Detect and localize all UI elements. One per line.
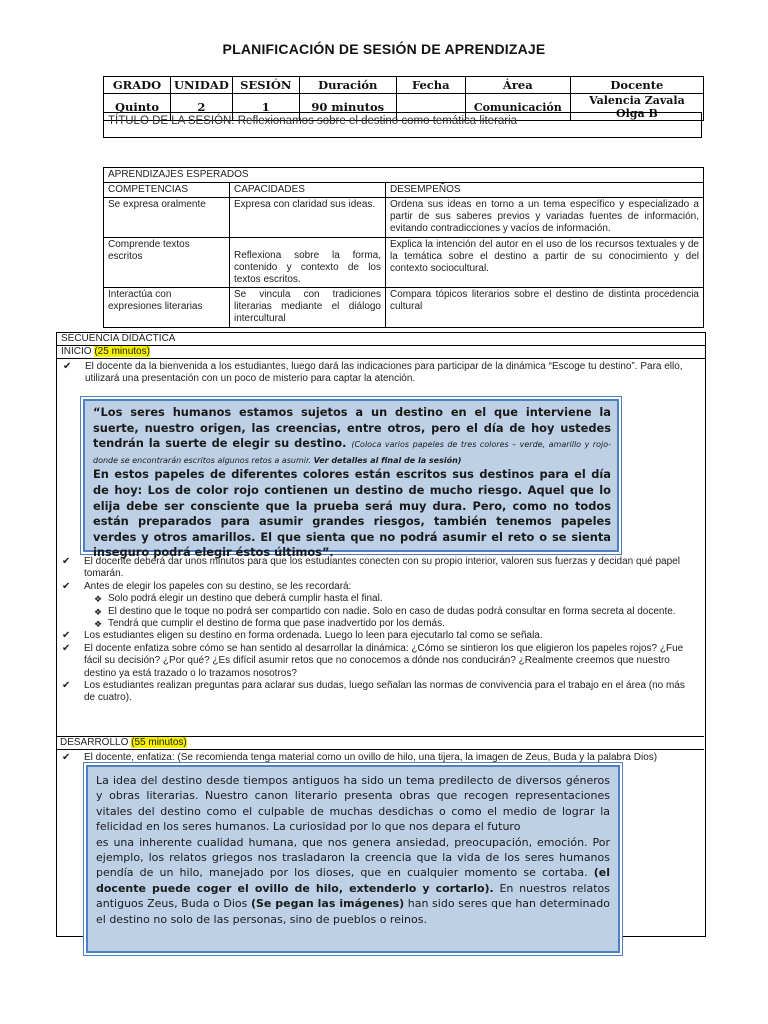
box1-note-bold: Ver detalles al final de la sesión) bbox=[313, 455, 462, 465]
capacidad-cell: Se vincula con tradiciones literarias mediante el diálogo intercultural bbox=[230, 288, 386, 328]
inicio-label: INICIO bbox=[61, 346, 92, 357]
diamond-bullet-icon: ❖ bbox=[94, 619, 103, 630]
col-competencias: COMPETENCIAS bbox=[104, 183, 230, 198]
col-capacidades: CAPACIDADES bbox=[230, 183, 386, 198]
page-title: PLANIFICACIÓN DE SESIÓN DE APRENDIZAJE bbox=[222, 41, 546, 57]
destino-quote-box bbox=[83, 399, 619, 560]
sub-item-text: Tendrá que cumplir el destino de forma que pase inadvertido por los demás. bbox=[108, 618, 445, 630]
header-grado: GRADO bbox=[104, 77, 171, 94]
aprendizajes-columns bbox=[104, 183, 704, 198]
value-grado: Quinto bbox=[104, 94, 171, 121]
table-row bbox=[104, 288, 704, 328]
value-unidad: 2 bbox=[171, 94, 233, 121]
inicio-step-text: Los estudiantes realizan preguntas para aclarar sus dudas, luego señalan las normas de convivencia para el trabajo en el área (no más de cuatro). bbox=[84, 680, 685, 704]
value-sesion: 1 bbox=[232, 94, 299, 121]
aprendizajes-table bbox=[103, 167, 704, 328]
sub-item-text: El destino que le toque no podrá ser compartido con nadie. Solo en caso de dudas podrá consultar en forma secreta al docente. bbox=[108, 605, 676, 617]
competencia-cell: Comprende textos escritos bbox=[104, 238, 230, 288]
inicio-steps bbox=[56, 556, 704, 705]
session-title: Reflexionamos sobre el destino como temática literaria bbox=[237, 115, 518, 127]
competencia-cell: Interactúa con expresiones literarias bbox=[104, 288, 230, 328]
competencia-cell: Se expresa oralmente bbox=[104, 198, 230, 238]
header-duracion: Duración bbox=[299, 77, 396, 94]
check-icon: ✔ bbox=[62, 556, 71, 567]
capacidad-cell: Reflexiona sobre la forma, contenido y contexto de los textos escritos. bbox=[230, 238, 386, 288]
box2-bold-1: (el docente puede coger el ovillo de hilo, extenderlo y cortarlo). bbox=[96, 866, 610, 895]
info-header-row bbox=[104, 77, 704, 94]
aprendizajes-heading: APRENDIZAJES ESPERADOS bbox=[104, 168, 704, 183]
list-item bbox=[56, 752, 704, 764]
col-desempenos: DESEMPEÑOS bbox=[386, 183, 704, 198]
check-icon: ✔ bbox=[63, 361, 72, 372]
header-docente: Docente bbox=[570, 77, 703, 94]
value-docente: Valencia Zavala Olga B bbox=[570, 94, 703, 121]
table-row bbox=[104, 198, 704, 238]
list-item bbox=[56, 581, 704, 593]
check-icon: ✔ bbox=[62, 752, 71, 763]
desarrollo-intro-text: El docente, enfatiza: (Se recomienda tenga material como un ovillo de hilo, una tijera, la imagen de Zeus, Buda y la palabra Dios) bbox=[84, 752, 658, 763]
box2-text-2: En nuestros relatos antiguos Zeus, Buda o Dios bbox=[96, 881, 611, 911]
list-item bbox=[57, 361, 705, 386]
list-item bbox=[56, 630, 704, 642]
box2-text-3: han sido seres que han determinado el destino no solo de las personas, sino de pueblos o reinos. bbox=[96, 897, 610, 926]
capacidad-cell: Expresa con claridad sus ideas. bbox=[230, 198, 386, 238]
check-icon: ✔ bbox=[62, 642, 71, 654]
inicio-row bbox=[57, 346, 705, 359]
list-item bbox=[56, 680, 704, 705]
desempeno-cell: Ordena sus ideas en torno a un tema específico y especializado a partir de sus saberes previos y variadas fuentes de información, evitando contradicciones y vacíos de información. bbox=[386, 198, 704, 238]
desempeno-cell: Explica la intención del autor en el uso de los recursos textuales y de la temática sobre el destino a partir de su conocimiento y del contexto sociocultural. bbox=[386, 238, 704, 288]
inicio-step-text: El docente enfatiza sobre cómo se han sentido al desarrollar la dinámica: ¿Cómo se sintieron los que eligieron los papeles rojos? ¿Fue fácil su decisión? ¿Por qué? ¿Es difícil asumir retos que no conocemos a dónde nos conducirán? ¿Realmente creemos que nuestro destino ya está trazado o lo trazamos nosotros? bbox=[84, 642, 684, 679]
value-area: Comunicación bbox=[465, 94, 570, 121]
inicio-step-text: Los estudiantes eligen su destino en forma ordenada. Luego lo leen para ejecutarlo tal como se señala. bbox=[84, 630, 543, 642]
box2-paragraph-1: La idea del destino desde tiempos antiguos ha sido un tema predilecto de diversos géneros y obras literarias. Nuestro canon literario presenta obras que recogen representaciones vitales del destino como el culpable de muchas desdichas o como el medio de lograr la felicidad en los seres humanos. La curiosidad por lo que nos depara el futuro bbox=[96, 774, 610, 834]
table-row bbox=[104, 238, 704, 288]
sub-list-item bbox=[56, 593, 704, 605]
diamond-bullet-icon: ❖ bbox=[94, 594, 103, 605]
sub-item-text: Solo podrá elegir un destino que deberá cumplir hasta el final. bbox=[108, 593, 383, 605]
check-icon: ✔ bbox=[62, 630, 71, 642]
session-title-box bbox=[103, 112, 702, 138]
diamond-bullet-icon: ❖ bbox=[94, 606, 103, 617]
desarrollo-row bbox=[56, 736, 704, 750]
desempeno-cell: Compara tópicos literarios sobre el destino de distinta procedencia cultural bbox=[386, 288, 704, 328]
desarrollo-section bbox=[56, 736, 704, 764]
header-sesion: SESIÓN bbox=[232, 77, 299, 94]
sub-list-item bbox=[56, 618, 704, 630]
desarrollo-time: (55 minutos) bbox=[131, 737, 187, 748]
check-icon: ✔ bbox=[62, 580, 71, 592]
session-title-label: TÍTULO DE LA SESIÓN: bbox=[108, 115, 235, 127]
sub-list-item bbox=[56, 606, 704, 618]
box2-paragraph-2 bbox=[96, 835, 610, 927]
box1-note-text: (Coloca varios papeles de tres colores – verde, amarillo y rojo- donde se encontrarán escritos algunos retos a asumir. bbox=[93, 440, 611, 465]
inicio-step-text: El docente deberá dar unos minutos para que los estudiantes conecten con su propio interior, valoren sus fuerzas y decidan qué papel tomarán. bbox=[84, 556, 680, 580]
list-item bbox=[56, 643, 704, 680]
check-icon: ✔ bbox=[62, 680, 71, 692]
list-item bbox=[56, 556, 704, 581]
secuencia-heading: SECUENCIA DIDÁCTICA bbox=[57, 333, 705, 346]
inicio-time: (25 minutos) bbox=[94, 346, 150, 357]
header-fecha: Fecha bbox=[396, 77, 465, 94]
box1-paragraph-1: “Los seres humanos estamos sujetos a un destino en el que interviene la suerte, nuestro origen, las creencias, entre otros, pero el día de hoy ustedes tendrán la suerte de elegir su destino. bbox=[93, 405, 611, 451]
header-unidad: UNIDAD bbox=[171, 77, 233, 94]
box1-paragraph-2: En estos papeles de diferentes colores están escritos sus destinos para el día de hoy: Los de color rojo contienen un destino de mucho riesgo. Aquel que lo elija debe ser consciente que la prueba será muy dura. Pero, como no todos están preparados para asumir grandes riesgos, también tenemos papeles verdes y otros amarillos. El que sienta que no podrá asumir el reto o se sienta inseguro podrá elegir éstos últimos”. bbox=[93, 467, 611, 560]
header-area: Área bbox=[465, 77, 570, 94]
value-duracion: 90 minutos bbox=[299, 94, 396, 121]
desarrollo-label: DESARROLLO bbox=[60, 737, 129, 748]
inicio-intro-text: El docente da la bienvenida a los estudiantes, luego dará las indicaciones para participar de la dinámica “Escoge tu destino”. Para ello, utilizará una presentación con un poco de misterio para captar la atención. bbox=[85, 361, 683, 385]
destino-context-box bbox=[86, 765, 620, 953]
box2-text-1: es una inherente cualidad humana, que nos genera ansiedad, preocupación, emoción. Por ejemplo, los relatos griegos nos trasladaron la creencia que la vida de los seres humanos pendía de un hilo, manejado por los dioses, que en cualquier momento se cortaba. bbox=[96, 835, 610, 880]
inicio-step-text: Antes de elegir los papeles con su destino, se les recordará: bbox=[84, 580, 352, 592]
box2-bold-2: (Se pegan las imágenes) bbox=[250, 897, 405, 911]
